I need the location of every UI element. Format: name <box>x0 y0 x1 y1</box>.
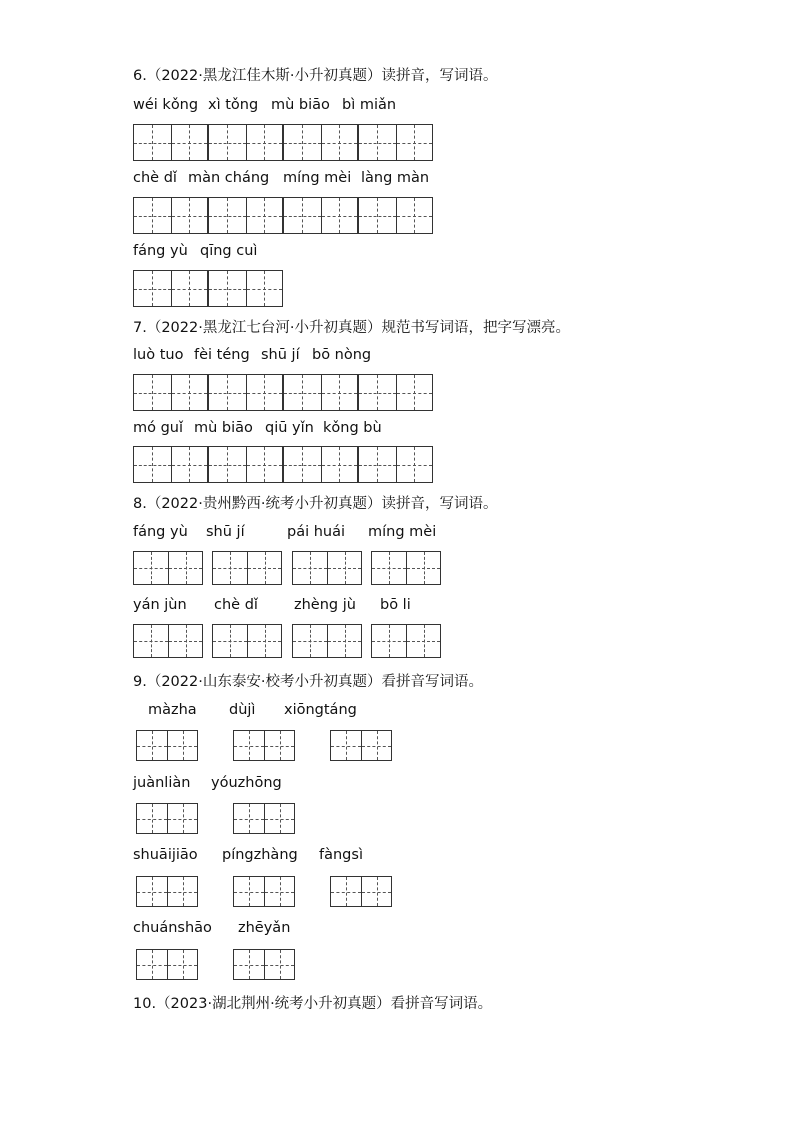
pinyin-label: bō li <box>380 597 411 613</box>
pinyin-label: juànliàn <box>133 775 191 791</box>
writing-box[interactable] <box>358 446 433 483</box>
pinyin-label: wéi kǒng <box>133 97 199 113</box>
question-10-heading: 10.（2023·湖北荆州·统考小升初真题）看拼音写词语。 <box>133 996 493 1012</box>
pinyin-label: fáng yù <box>133 243 188 259</box>
pinyin-label: làng màn <box>361 170 430 186</box>
pinyin-label: mù biāo <box>194 420 253 436</box>
writing-box[interactable] <box>133 446 208 483</box>
pinyin-label: míng mèi <box>368 524 437 540</box>
pinyin-label: pái huái <box>287 524 346 540</box>
writing-box[interactable] <box>358 124 433 161</box>
pinyin-label: fèi téng <box>194 347 250 363</box>
writing-box[interactable] <box>358 197 433 234</box>
pinyin-label: míng mèi <box>283 170 352 186</box>
writing-box[interactable] <box>133 124 208 161</box>
writing-box[interactable] <box>233 730 295 761</box>
pinyin-label: xì tǒng <box>208 97 259 113</box>
writing-box[interactable] <box>208 197 283 234</box>
pinyin-label: bō nòng <box>312 347 372 363</box>
pinyin-label: mù biāo <box>271 97 330 113</box>
writing-box[interactable] <box>283 197 358 234</box>
pinyin-label: shuāijiāo <box>133 847 198 863</box>
writing-box[interactable] <box>136 730 198 761</box>
writing-box[interactable] <box>233 876 295 907</box>
writing-box[interactable] <box>330 730 392 761</box>
writing-box[interactable] <box>208 446 283 483</box>
writing-box[interactable] <box>133 551 203 585</box>
writing-box[interactable] <box>371 551 441 585</box>
writing-box[interactable] <box>212 551 282 585</box>
writing-box[interactable] <box>208 270 283 307</box>
writing-box[interactable] <box>358 374 433 411</box>
pinyin-label: chè dǐ <box>214 597 258 613</box>
writing-box[interactable] <box>136 803 198 834</box>
pinyin-label: qiū yǐn <box>265 420 314 436</box>
writing-box[interactable] <box>208 124 283 161</box>
writing-box[interactable] <box>233 949 295 980</box>
writing-box[interactable] <box>283 124 358 161</box>
pinyin-label: màn cháng <box>188 170 270 186</box>
writing-box[interactable] <box>283 446 358 483</box>
pinyin-label: yóuzhōng <box>211 775 282 791</box>
pinyin-label: fáng yù <box>133 524 188 540</box>
writing-box[interactable] <box>208 374 283 411</box>
pinyin-label: bì miǎn <box>342 97 397 113</box>
writing-box[interactable] <box>233 803 295 834</box>
writing-box[interactable] <box>371 624 441 658</box>
writing-box[interactable] <box>292 624 362 658</box>
writing-box[interactable] <box>330 876 392 907</box>
question-7-heading: 7.（2022·黑龙江七台河·小升初真题）规范书写词语，把字写漂亮。 <box>133 320 570 336</box>
pinyin-label: zhèng jù <box>294 597 356 613</box>
pinyin-label: xiōngtáng <box>284 702 357 718</box>
pinyin-label: dùjì <box>229 702 256 718</box>
writing-box[interactable] <box>133 197 208 234</box>
writing-box[interactable] <box>133 624 203 658</box>
pinyin-label: luò tuo <box>133 347 184 363</box>
question-9-heading: 9.（2022·山东泰安·校考小升初真题）看拼音写词语。 <box>133 674 483 690</box>
writing-box[interactable] <box>133 374 208 411</box>
pinyin-label: shū jí <box>261 347 300 363</box>
question-8-heading: 8.（2022·贵州黔西·统考小升初真题）读拼音，写词语。 <box>133 496 498 512</box>
pinyin-label: chè dǐ <box>133 170 177 186</box>
pinyin-label: píngzhàng <box>222 847 298 863</box>
writing-box[interactable] <box>136 949 198 980</box>
pinyin-label: yán jùn <box>133 597 187 613</box>
pinyin-label: màzha <box>148 702 197 718</box>
writing-box[interactable] <box>212 624 282 658</box>
writing-box[interactable] <box>136 876 198 907</box>
writing-box[interactable] <box>283 374 358 411</box>
question-6-heading: 6.（2022·黑龙江佳木斯·小升初真题）读拼音，写词语。 <box>133 68 498 84</box>
pinyin-label: shū jí <box>206 524 245 540</box>
writing-box[interactable] <box>292 551 362 585</box>
pinyin-label: fàngsì <box>319 847 363 863</box>
pinyin-label: chuánshāo <box>133 920 212 936</box>
pinyin-label: kǒng bù <box>323 420 382 436</box>
writing-box[interactable] <box>133 270 208 307</box>
pinyin-label: zhēyǎn <box>238 920 291 936</box>
pinyin-label: qīng cuì <box>200 243 258 259</box>
pinyin-label: mó guǐ <box>133 420 184 436</box>
